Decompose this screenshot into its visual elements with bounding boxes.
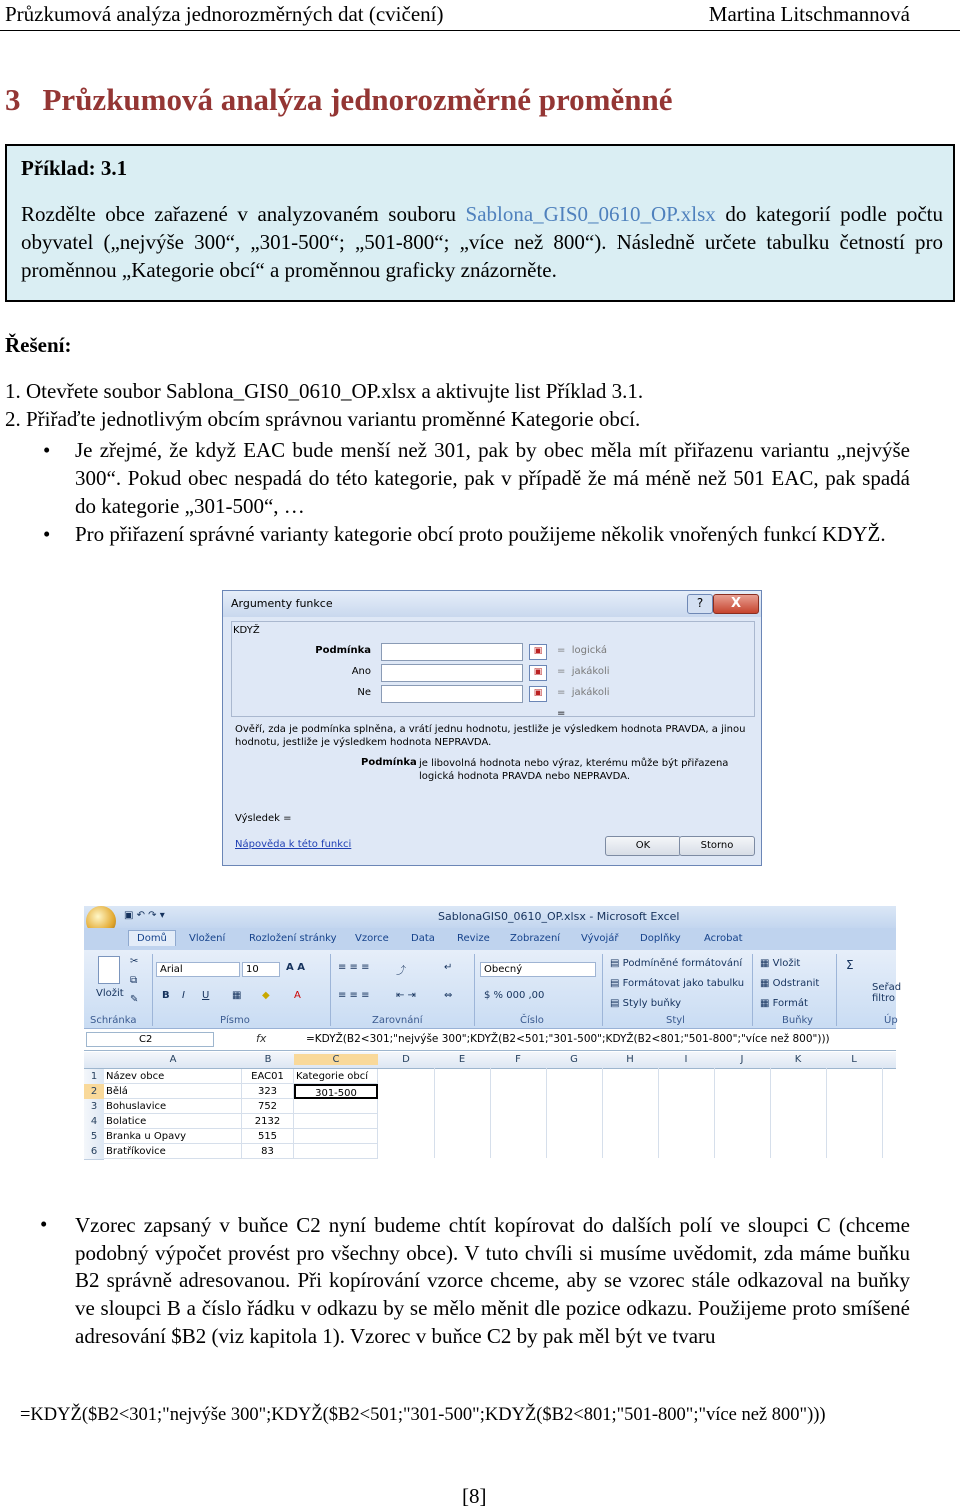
column-header-g[interactable]: G (570, 1054, 578, 1065)
group-number: Číslo (520, 1015, 544, 1026)
wrap-text-icon[interactable]: ↵ (444, 962, 453, 973)
running-header-author: Martina Litschmannová (708, 2, 910, 26)
chapter-heading (5, 82, 673, 118)
column-headers (84, 1052, 896, 1069)
arg-value-condition: = logická (557, 645, 608, 656)
paste-icon[interactable] (98, 956, 120, 984)
table-cell[interactable]: Branka u Opavy (104, 1129, 242, 1144)
selected-cell[interactable]: 301-500 (294, 1084, 378, 1099)
underline-icon[interactable]: U (202, 990, 210, 1001)
grid-line (714, 1068, 715, 1158)
row-header[interactable]: 3 (84, 1099, 104, 1115)
group-separator (152, 954, 153, 1026)
merge-icon[interactable]: ⇔ (444, 990, 453, 1001)
step-2: 2. Přiřaďte jednotlivým obcím správnou variantu proměnné Kategorie obcí. (5, 407, 641, 431)
grid-line (826, 1068, 827, 1158)
table-cell[interactable]: 2132 (242, 1114, 294, 1129)
tab-insert[interactable]: Vložení (189, 933, 226, 944)
example-title: Příklad: 3.1 (21, 156, 128, 180)
column-header-e[interactable]: E (458, 1054, 466, 1065)
sum-icon[interactable]: Σ (846, 958, 854, 972)
cell-styles-button[interactable]: ▤ Styly buňky (610, 998, 682, 1009)
italic-icon[interactable]: I (182, 990, 185, 1001)
copy-icon[interactable]: ⧉ (130, 975, 138, 986)
tab-data[interactable]: Data (411, 933, 435, 944)
table-cell[interactable]: 515 (242, 1129, 294, 1144)
grid-line (434, 1068, 435, 1158)
function-description: Ověří, zda je podmínka splněna, a vrátí jednu hodnotu, jestliže je výsledkem hodnota PRAVDA, a jinou hodnotu, jestliže je výsledkem hodnota NEPRAVDA. (235, 724, 746, 748)
column-header-l[interactable]: L (851, 1054, 857, 1065)
table-cell[interactable]: Bolatice (104, 1114, 242, 1129)
value-if-true-input[interactable] (381, 664, 523, 682)
step-1: 1. Otevřete soubor Sablona_GIS0_0610_OP.xlsx a aktivujte list Příklad 3.1. (5, 379, 644, 403)
header-rule (0, 30, 960, 31)
quick-access-toolbar (84, 906, 896, 928)
group-editing: Úp (884, 1015, 898, 1026)
group-separator (752, 954, 753, 1026)
help-icon[interactable]: ? (687, 594, 713, 614)
row-header[interactable]: 6 (84, 1144, 104, 1160)
result-label: Výsledek = (235, 813, 292, 824)
formula-bar (84, 1030, 896, 1051)
delete-cells-label: Odstranit (772, 978, 820, 989)
insert-cells-label: Vložit (772, 958, 801, 969)
grid-line (546, 1068, 547, 1158)
function-arguments-dialog (222, 590, 762, 866)
font-size-combo[interactable]: 10 (242, 962, 280, 977)
tab-developer[interactable]: Vývojář (581, 933, 619, 944)
grid-line (882, 1068, 883, 1158)
conditional-formatting-button[interactable]: ▤ Podmíněné formátování (610, 958, 743, 969)
table-cell[interactable]: 83 (242, 1144, 294, 1159)
range-select-icon[interactable]: ▣ (529, 644, 547, 660)
example-file-link[interactable]: Sablona_GIS0_0610_OP.xlsx (465, 202, 716, 226)
format-as-table-label: Formátovat jako tabulku (622, 978, 745, 989)
table-cell[interactable] (294, 1144, 378, 1159)
chapter-number: 3 (5, 82, 21, 117)
example-text-end: do kategorií podle počtu obyvatel („nejvýše 300“, „301-500“; „501-800“; „více než 800“). Následně určete tabulku četností pro proměnnou „Kategorie obcí“ a proměnnou graficky znázorněte. (21, 202, 943, 282)
sort-filter-button[interactable]: Seřad filtro (872, 982, 902, 1004)
indent-icon[interactable]: ⇤ ⇥ (396, 990, 416, 1001)
bullet-dot: • (43, 438, 51, 462)
group-font: Písmo (220, 1015, 250, 1026)
name-box[interactable]: C2 (86, 1032, 214, 1047)
column-header-h[interactable]: H (626, 1054, 634, 1065)
table-cell[interactable]: Bratříkovice (104, 1144, 242, 1159)
column-header-j[interactable]: J (740, 1054, 744, 1065)
font-color-icon[interactable]: A (294, 990, 301, 1001)
cell-styles-label: Styly buňky (622, 998, 682, 1009)
row-header[interactable]: 4 (84, 1114, 104, 1130)
arg-type: jakákoli (571, 687, 610, 698)
group-styles: Styl (666, 1015, 685, 1026)
bullet-dot: • (40, 1212, 48, 1236)
table-cell[interactable]: Bohuslavice (104, 1099, 242, 1114)
example-text (21, 200, 943, 284)
help-link[interactable]: Nápověda k této funkci (235, 839, 352, 850)
row-header[interactable]: 5 (84, 1129, 104, 1145)
column-header-a[interactable]: A (169, 1054, 177, 1065)
currency-icon[interactable]: $ % 000 ,00 (484, 990, 545, 1001)
column-header-f[interactable]: F (515, 1054, 521, 1065)
result-equals: = (557, 708, 566, 719)
table-cell[interactable] (294, 1099, 378, 1114)
excel-window (84, 906, 902, 1157)
group-separator (330, 954, 331, 1026)
table-cell[interactable] (294, 1114, 378, 1129)
bold-icon[interactable]: B (162, 990, 170, 1001)
window-title: SablonaGIS0_0610_OP.xlsx - Microsoft Excel (438, 910, 680, 923)
group-separator (602, 954, 603, 1026)
bullet-item (43, 520, 910, 548)
tab-acrobat[interactable]: Acrobat (704, 933, 743, 944)
formula-input[interactable]: =KDYŽ(B2<301;"nejvýše 300";KDYŽ(B2<501;"301-500";KDYŽ(B2<801;"501-800";"více než 800"))) (306, 1033, 830, 1045)
group-cells: Buňky (782, 1015, 813, 1026)
table-cell[interactable]: 752 (242, 1099, 294, 1114)
tab-home[interactable]: Domů (128, 930, 176, 946)
bullet-text: Pro přiřazení správné varianty kategorie obcí proto použijeme několik vnořených funkcí KDYŽ. (75, 522, 886, 546)
condition-input[interactable] (381, 643, 523, 661)
align-top-icon[interactable]: ≡ ≡ ≡ (338, 962, 370, 973)
grid-line (490, 1068, 491, 1158)
example-text-start: Rozdělte obce zařazené v analyzovaném souboru (21, 202, 466, 226)
cancel-button[interactable]: Storno (679, 836, 755, 856)
group-separator (474, 954, 475, 1026)
delete-cells-button[interactable]: ▦ Odstranit (760, 978, 820, 989)
group-alignment: Zarovnání (372, 1015, 423, 1026)
quick-access-icons[interactable]: ▣ ↶ ↷ ▾ (124, 910, 165, 921)
format-painter-icon[interactable]: ✎ (130, 994, 139, 1005)
column-header-c[interactable]: C (294, 1054, 378, 1065)
column-header-i[interactable]: I (684, 1054, 688, 1065)
grid-line (602, 1068, 603, 1158)
borders-icon[interactable]: ▦ (232, 990, 242, 1001)
tab-page-layout[interactable]: Rozložení stránky (249, 933, 337, 944)
column-header-k[interactable]: K (794, 1054, 802, 1065)
arg-label-condition: Podmínka (315, 645, 371, 656)
arg-label-true: Ano (351, 666, 371, 677)
paste-label[interactable]: Vložit (96, 988, 124, 999)
running-header-title: Průzkumová analýza jednorozměrných dat (cvičení) (5, 2, 444, 26)
example-box (5, 144, 955, 302)
arg-description-label: Podmínka (361, 757, 417, 768)
grow-font-icon[interactable]: A A (286, 962, 305, 973)
page-number: [8] (462, 1484, 487, 1508)
insert-function-icon[interactable]: fx (256, 1032, 267, 1045)
bullet-dot: • (43, 522, 51, 546)
row-header[interactable]: 1 (84, 1069, 104, 1085)
function-name: KDYŽ (233, 625, 260, 636)
tab-formulas[interactable]: Vzorce (355, 933, 389, 944)
range-select-icon[interactable]: ▣ (529, 686, 547, 702)
final-formula: =KDYŽ($B2<301;"nejvýše 300";KDYŽ($B2<501;"301-500";KDYŽ($B2<801;"501-800";"více než 800"))) (20, 1405, 826, 1425)
group-separator (836, 954, 837, 1026)
font-name-combo[interactable]: Arial (156, 962, 240, 977)
fill-color-icon[interactable]: ◆ (262, 990, 270, 1001)
table-cell[interactable] (294, 1129, 378, 1144)
range-select-icon[interactable]: ▣ (529, 665, 547, 681)
ribbon (84, 950, 902, 1029)
insert-cells-button[interactable]: ▦ Vložit (760, 958, 801, 969)
table-cell[interactable]: Bělá (104, 1084, 242, 1099)
dialog-title: Argumenty funkce (231, 597, 333, 610)
bullet-item (43, 436, 910, 520)
tab-review[interactable]: Revize (457, 933, 490, 944)
grid-line (770, 1068, 771, 1158)
arg-label-false: Ne (357, 687, 371, 698)
arg-type: logická (571, 645, 608, 656)
format-as-table-button[interactable]: ▤ Formátovat jako tabulku (610, 978, 745, 989)
tab-view[interactable]: Zobrazení (510, 933, 561, 944)
chapter-title: Průzkumová analýza jednorozměrné proměnné (42, 82, 673, 117)
column-header-b[interactable]: B (264, 1054, 272, 1065)
table-cell[interactable]: Kategorie obcí (294, 1069, 378, 1084)
arg-value-true: = jakákoli (557, 666, 610, 677)
arg-description: je libovolná hodnota nebo výraz, kterému může být přiřazena logická hodnota PRAVDA nebo NEPRAVDA. (419, 758, 729, 782)
table-cell[interactable]: EAC01 (242, 1069, 294, 1084)
format-cells-label: Formát (772, 998, 808, 1009)
table-cell[interactable]: Název obce (104, 1069, 242, 1084)
ok-button[interactable]: OK (605, 836, 681, 856)
value-if-false-input[interactable] (381, 685, 523, 703)
group-clipboard: Schránka (90, 1015, 137, 1026)
column-header-d[interactable]: D (402, 1054, 410, 1065)
solution-label: Řešení: (5, 333, 72, 357)
cut-icon[interactable]: ✂ (130, 956, 139, 967)
close-icon[interactable]: X (713, 594, 759, 614)
bullet-text: Je zřejmé, že když EAC bude menší než 301, pak by obec měla mít přiřazenu variantu „nejvýše 300“. Pokud obec nespadá do této kategorie, pak v případě že má méně než 501 EAC, pak spadá do kategorie „301-500“, … (75, 438, 910, 518)
ribbon-tabs (84, 928, 896, 950)
table-cell[interactable]: 323 (242, 1084, 294, 1099)
dialog-titlebar (223, 591, 761, 617)
row-header[interactable]: 2 (84, 1084, 104, 1100)
number-format-combo[interactable]: Obecný (480, 962, 596, 977)
orientation-icon[interactable]: ⤴ (396, 966, 406, 977)
body-paragraph: Vzorec zapsaný v buňce C2 nyní budeme chtít kopírovat do dalších polí ve sloupci C (chceme podobný výpočet provést pro všechny obce). V tuto chvíli si musíme uvědomit, zda máme buňku B2 správně adresovanou. Při kopírování vzorce chceme, aby se vzorec stále odkazoval na buňky ve sloupci B a číslo řádku v odkazu by se mělo měnit dle pozice odkazu. Použijeme proto smíšené adresování $B2 (viz kapitola 1). Vzorec v buňce C2 by pak měl být ve tvaru (75, 1213, 910, 1348)
tab-addins[interactable]: Doplňky (640, 933, 681, 944)
conditional-formatting-label: Podmíněné formátování (622, 958, 743, 969)
arg-value-false: = jakákoli (557, 687, 610, 698)
grid-line (658, 1068, 659, 1158)
align-left-icon[interactable]: ≡ ≡ ≡ (338, 990, 370, 1001)
format-cells-button[interactable]: ▦ Formát (760, 998, 808, 1009)
arg-type: jakákoli (571, 666, 610, 677)
